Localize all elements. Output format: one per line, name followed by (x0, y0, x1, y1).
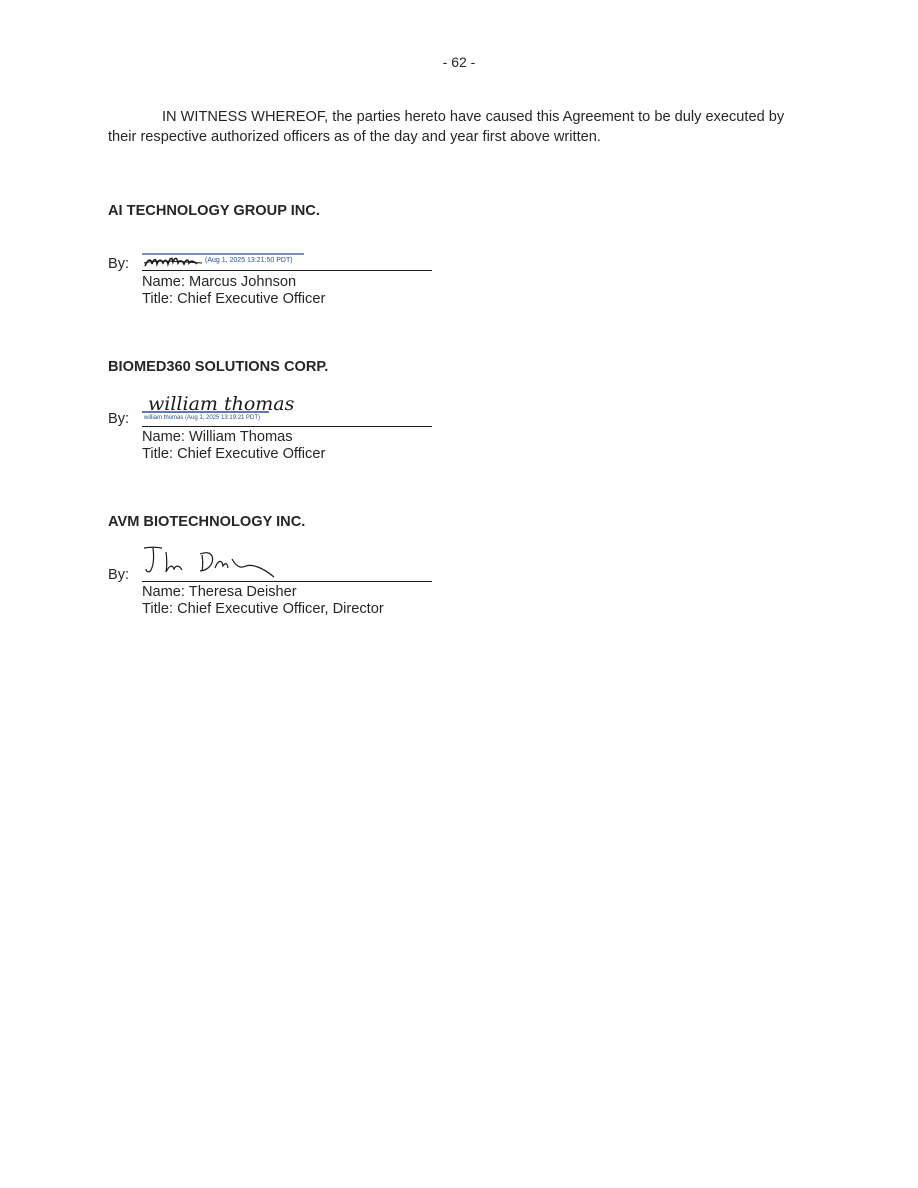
signature-line (142, 581, 432, 582)
by-label: By: (108, 411, 130, 427)
witness-clause: IN WITNESS WHEREOF, the parties hereto have caused this Agreement to be duly executed by their respective authorized officers as of the day and year first above written. (108, 109, 785, 145)
signatory-name: Name: Marcus Johnson (142, 274, 297, 290)
signatory-title: Title: Chief Executive Officer (142, 291, 326, 307)
page-number: - 62 - (442, 54, 476, 70)
signature-stamp: (Aug 1, 2025 13:21:50 PDT) (205, 257, 293, 264)
signature-block-avm-biotechnology (108, 514, 508, 624)
signature-block-ai-technology (108, 203, 508, 313)
signature-line (142, 270, 432, 271)
signature-block-biomed360 (108, 359, 508, 469)
by-label: By: (108, 567, 130, 583)
signatory-name: Name: Theresa Deisher (142, 584, 297, 600)
signatory-title: Title: Chief Executive Officer (142, 446, 326, 462)
company-name: BIOMED360 SOLUTIONS CORP. (108, 359, 329, 375)
company-name: AVM BIOTECHNOLOGY INC. (108, 514, 306, 530)
signatory-title: Title: Chief Executive Officer, Director (142, 601, 384, 617)
signature-script: william thomas (148, 393, 295, 415)
company-name: AI TECHNOLOGY GROUP INC. (108, 203, 320, 219)
signature-line (142, 426, 432, 427)
by-label: By: (108, 256, 130, 272)
signatory-name: Name: William Thomas (142, 429, 293, 445)
signature-image-theresa-deisher (142, 544, 292, 580)
signature-stamp: william thomas (Aug 1, 2025 13:19:21 PDT) (144, 415, 261, 421)
